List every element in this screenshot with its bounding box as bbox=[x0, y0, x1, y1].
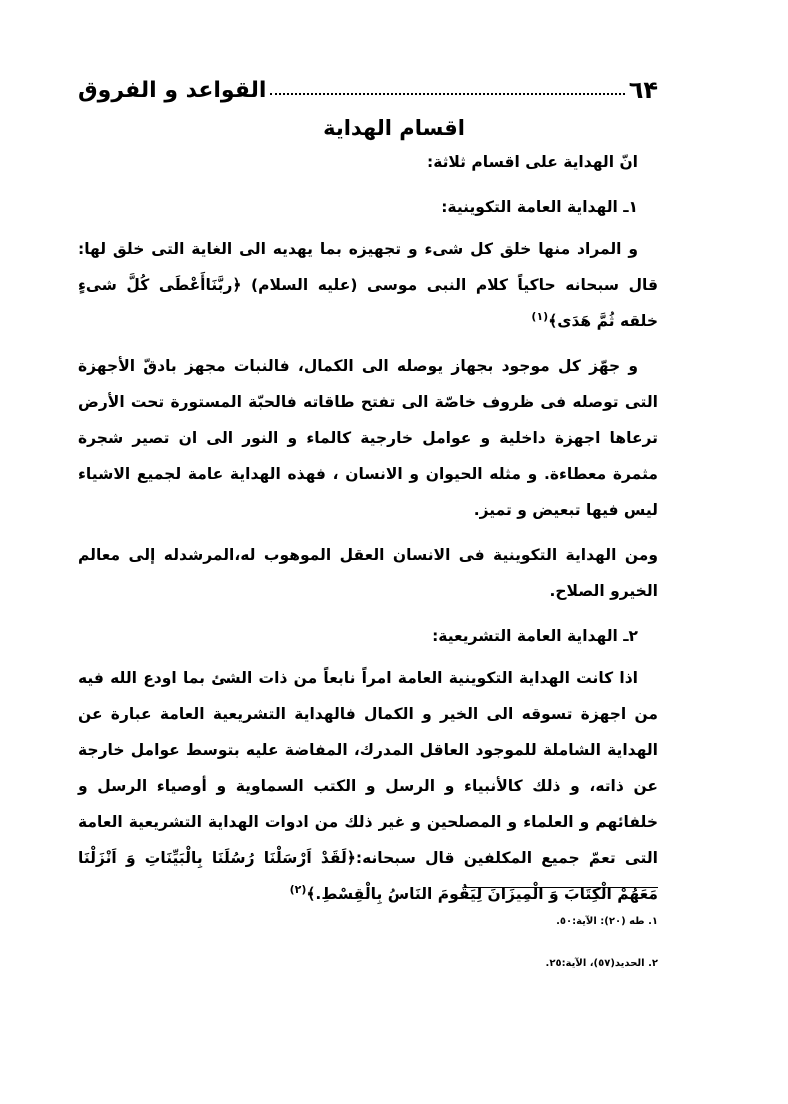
paragraph-intro: انّ الهداية على اقسام ثلاثة: bbox=[427, 153, 638, 171]
footnote-2: ٢. الحديد(٥٧)، الآية:٢٥. bbox=[545, 958, 658, 969]
page-header bbox=[78, 62, 658, 102]
paragraph-creative-guidance-examples: و جهّز كل موجود بجهاز يوصله الى الكمال، فالنبات مجهز بادقّ الأجهزة التى توصله فى ظروف خاصّة الى تفتح طاقاته فالحبّة المستورة تحت الأرض ترعاها اجهزة داخلية و عوامل خارجية كالماء و النور الى ان تصير شجرة مثمرة معطاءة. و مثله الحيوان و الانسان ، فهذه الهداية عامة لجميع الاشياء ليس فيها تبعيض و تميز. bbox=[78, 357, 658, 519]
subheading-general-legislative-guidance: ٢ـ الهداية العامة التشريعية: bbox=[432, 627, 638, 645]
footnote-separator bbox=[464, 887, 658, 888]
header-dotted-leader bbox=[270, 92, 624, 95]
running-title: القواعد و الفروق bbox=[78, 78, 267, 103]
paragraph-text: و المراد منها خلق كل شىء و تجهيزه بما يهديه الى الغاية التى خلق لها: قال سبحانه حاكياً كلام النبى موسى (عليه السلام) ﴿ربَّنَاأَعْطَى كُلَّ شىءٍ خلقه ثُمَّ هَدَى﴾ bbox=[78, 240, 658, 330]
section-title: اقسام الهداية bbox=[323, 116, 465, 140]
paragraph-text: اذا كانت الهداية التكوينية العامة امراً نابعاً من ذات الشئ بما اودع الله فيه من اجهزة تسوقه الى الخير و الكمال فالهداية التشريعية العامة عبارة عن الهداية الشاملة للموجود العاقل المدرك، المفاضة عليه بتوسط عوامل خارجة عن ذاته، و ذلك كالأنبياء و الرسل و الكتب السماوية و أوصياء الرسل و خلفائهم و العلماء و المصلحين و غير ذلك من ادوات الهداية التشريعية العامة التى تعمّ جميع المكلفين قال سبحانه:﴿لَقَدْ اَرْسَلْنَا رُسُلَنَا بِالْبَيِّنَاتِ وَ اَنْزَلْنَا مَعَهُمْ الْكِتَابَ وَ الْمِيزَانَ لِيَقُومَ النَاسُ بِالْقِسْطِ.﴾ bbox=[78, 669, 658, 903]
page-number: ٦۴ bbox=[628, 76, 658, 104]
paragraph-creative-guidance-definition bbox=[78, 231, 658, 339]
subheading-general-creative-guidance: ١ـ الهداية العامة التكوينية: bbox=[441, 198, 638, 216]
paragraph-intellect: ومن الهداية التكوينية فى الانسان العقل الموهوب له،المرشدله إلى معالم الخيرو الصلاح. bbox=[78, 546, 658, 600]
footnote-reference-1[interactable]: (١) bbox=[531, 309, 549, 323]
footnote-reference-2[interactable]: (٢) bbox=[289, 882, 307, 896]
footnote-1: ١. طه (٢٠): الآية:٥٠. bbox=[556, 916, 658, 927]
footnotes bbox=[78, 908, 658, 992]
paragraph-legislative-guidance bbox=[78, 660, 658, 912]
body-text bbox=[78, 144, 658, 921]
